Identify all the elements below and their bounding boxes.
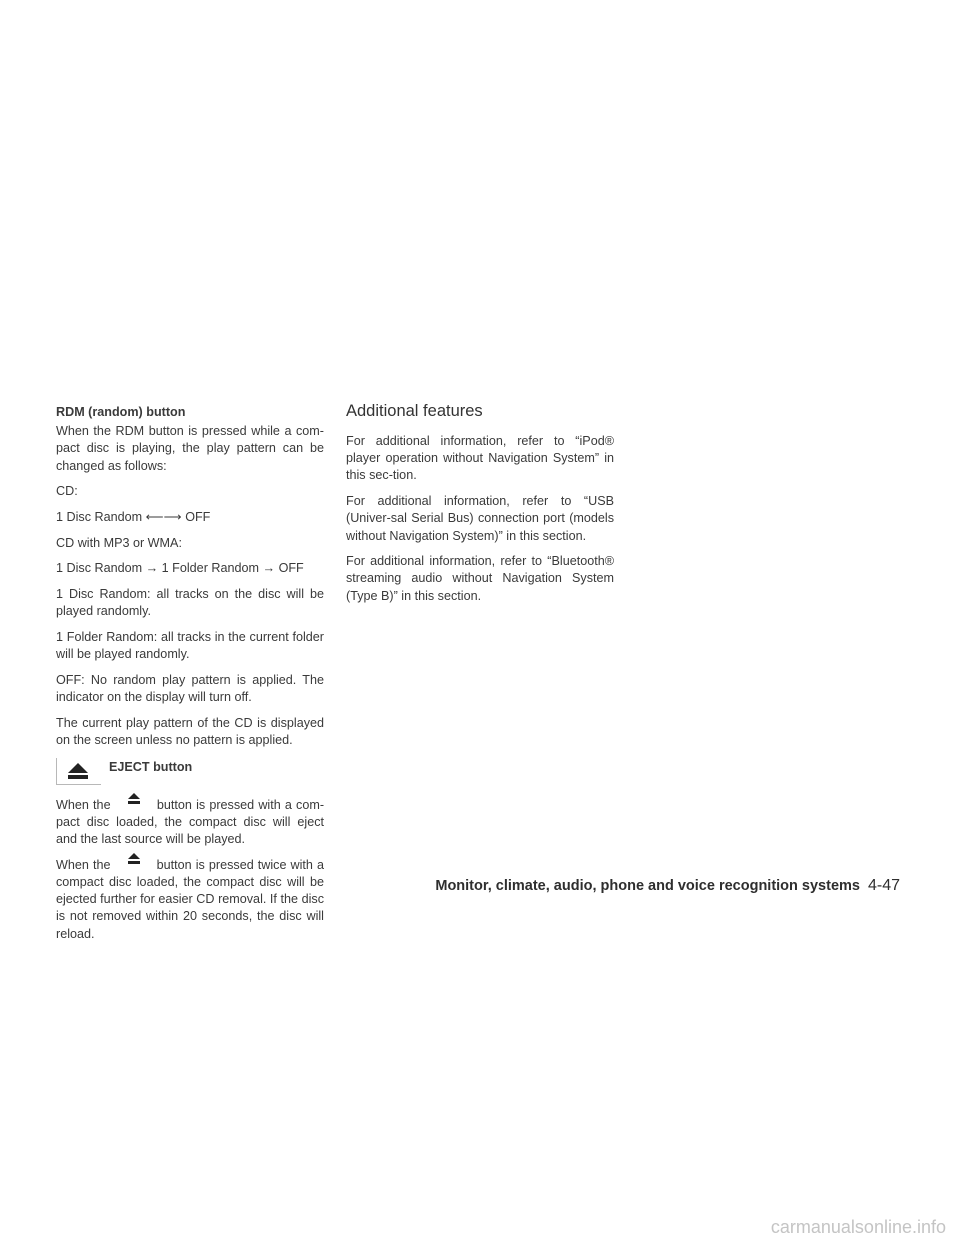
eject-p1-after: button is pressed with a com-pact disc loaded, the compact disc will eject and the last source will be played.: [56, 797, 325, 847]
left-column: [56, 404, 324, 951]
page-number: 4-47: [867, 877, 900, 894]
right-column: [346, 404, 614, 613]
mp3-label: CD with MP3 or WMA:: [56, 535, 182, 550]
eject-icon: [115, 852, 153, 869]
eject-heading: EJECT button: [109, 759, 193, 774]
eject-p2-after: button is pressed twice with a compact disc loaded, the compact disc will be ejected further for easier CD removal. If the disc is not removed within 20 seconds, the disc will reload.: [56, 857, 325, 941]
current-pattern-desc: The current play pattern of the CD is displayed on the screen unless no pattern is applied.: [56, 715, 324, 748]
eject-icon-box: [56, 758, 101, 785]
rdm-heading: RDM (random) button: [56, 405, 186, 419]
eject-icon: [67, 762, 89, 780]
chapter-title: Monitor, climate, audio, phone and voice recognition systems: [435, 878, 860, 894]
mp3-pattern: 1 Disc Random → 1 Folder Random → OFF: [56, 561, 304, 576]
folder-random-desc: 1 Folder Random: all tracks in the current folder will be played randomly.: [56, 630, 324, 662]
disc-random-desc: 1 Disc Random: all tracks on the disc will be played randomly.: [56, 587, 324, 619]
cd-label: CD:: [56, 484, 78, 499]
bluetooth-reference: For additional information, refer to “Bluetooth® streaming audio without Navigation System (Type B)” in this section.: [346, 554, 614, 603]
page-footer: [435, 877, 900, 895]
cd-pattern: 1 Disc Random ⟵⟶ OFF: [56, 510, 211, 525]
eject-p1-before: When the: [56, 797, 111, 812]
usb-reference: For additional information, refer to “USB (Univer-sal Serial Bus) connection port (models without Navigation System)” in this section.: [346, 494, 614, 543]
eject-paragraph-1: [56, 797, 324, 849]
eject-heading-row: [56, 758, 324, 785]
watermark: carmanualsonline.info: [770, 1217, 946, 1237]
rdm-intro: When the RDM button is pressed while a com-pact disc is playing, the play pattern can be changed as follows:: [56, 424, 324, 473]
ipod-reference: For additional information, refer to “iPod® player operation without Navigation System” in this sec-tion.: [346, 434, 614, 483]
eject-p2-before: When the: [56, 857, 111, 872]
off-desc: OFF: No random play pattern is applied. The indicator on the display will turn off.: [56, 672, 324, 705]
section-title: Additional features: [346, 402, 483, 420]
eject-icon: [115, 792, 153, 809]
eject-paragraph-2: [56, 857, 324, 943]
